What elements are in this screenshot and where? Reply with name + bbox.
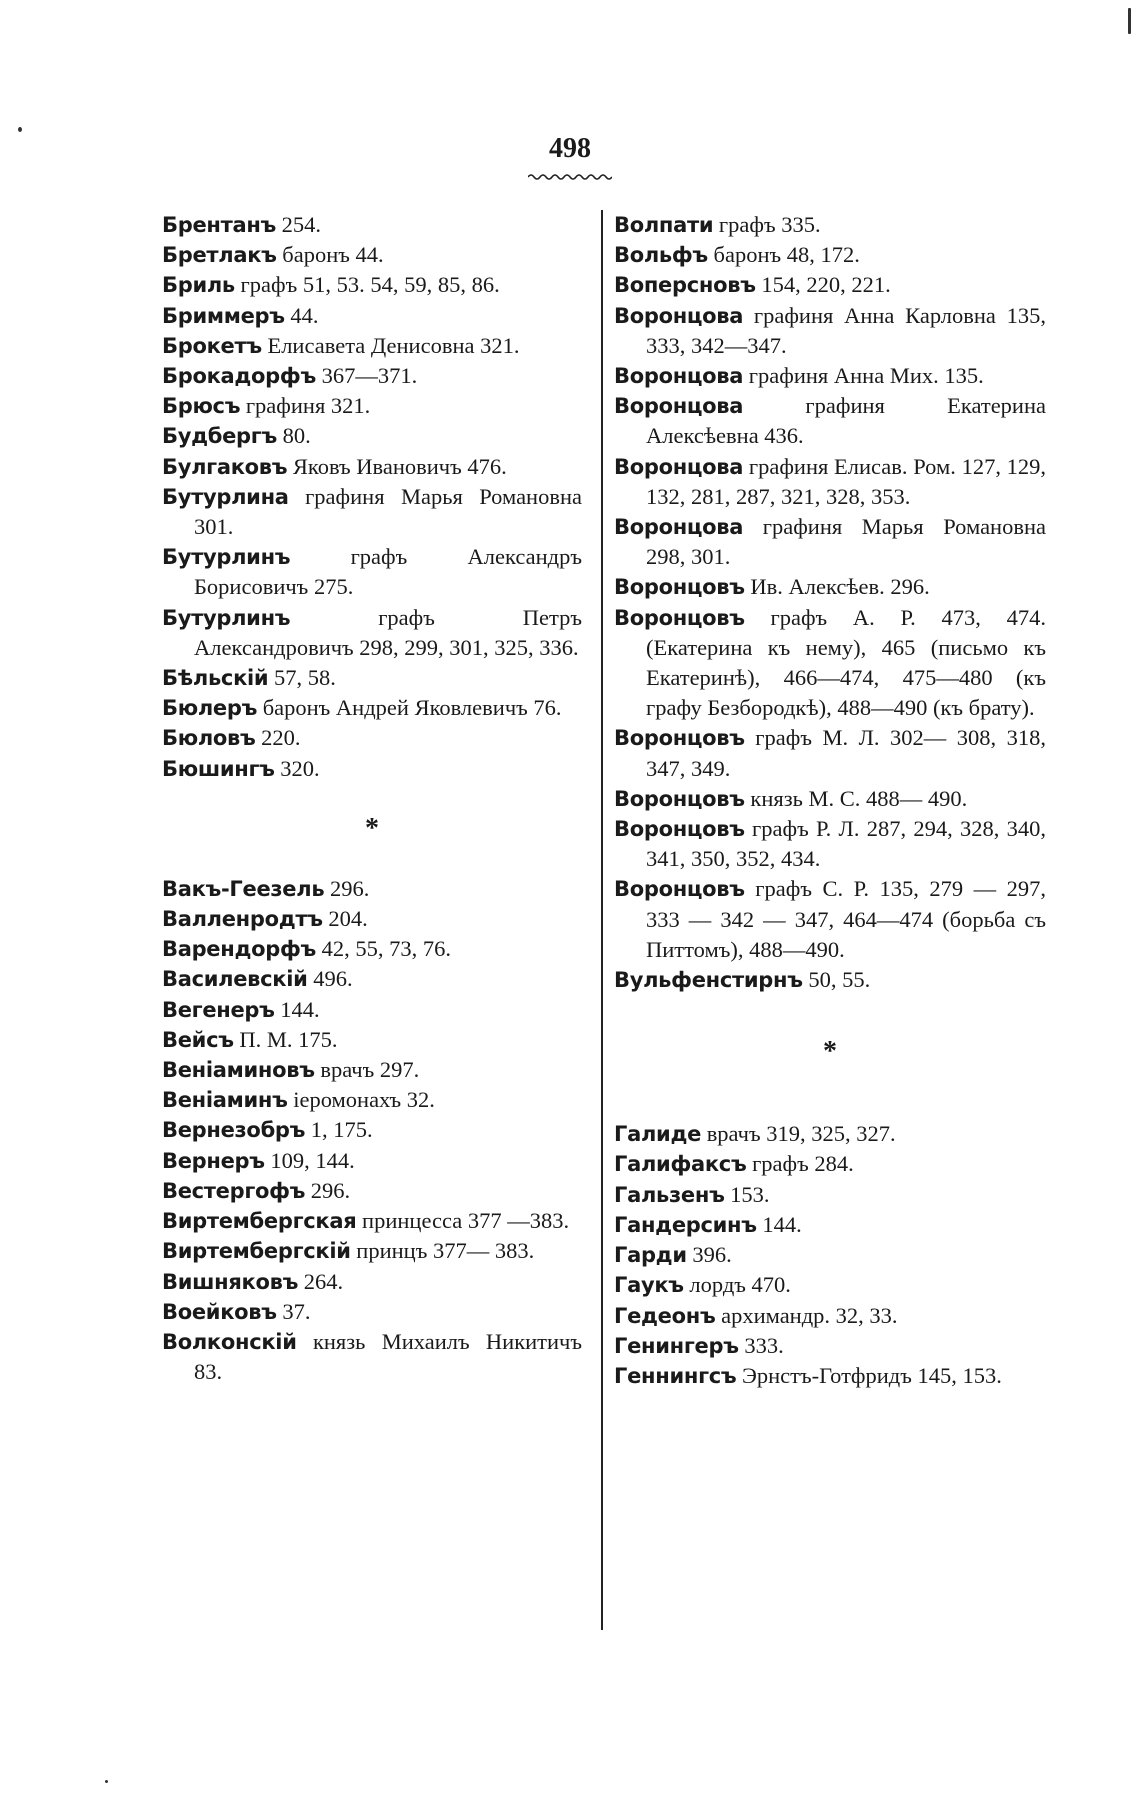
entry-references: принцъ 377— 383. [356,1238,535,1264]
entry-name: Воронцовъ [614,726,745,751]
index-entry [614,723,1046,783]
entry-references: графъ М. Л. 302— 308, 318, 347, 349. [646,725,1047,781]
index-entry [614,210,1046,240]
entry-name: Вегенеръ [162,997,275,1022]
index-entry [614,965,1046,995]
index-entry [614,512,1046,572]
entry-references: 80. [282,423,311,449]
entry-references: 109, 144. [270,1147,355,1173]
index-entry [162,210,582,240]
index-entry [162,934,582,964]
entry-references: 44. [290,302,319,328]
entry-references: графъ 284. [752,1151,854,1177]
entry-references: 254. [281,212,322,237]
column-divider [601,210,603,1630]
entry-references: 296. [329,875,370,901]
print-speck [18,127,22,132]
entry-references: 204. [328,906,368,932]
entry-references: 396. [692,1242,732,1268]
left-column [162,210,582,1387]
index-entry [162,663,582,693]
index-entry [614,1361,1046,1391]
entry-name: Гедеонъ [614,1303,716,1328]
entry-references: 57, 58. [273,665,336,691]
entry-references: 50, 55. [808,967,871,993]
section-separator: * [365,812,379,844]
entry-name: Вольфъ [614,243,708,268]
entry-name: Будбергъ [162,424,277,449]
entry-name: Воейковъ [162,1299,277,1324]
entry-name: Воронцовъ [614,877,745,902]
index-entry [614,1119,1046,1149]
entry-references: 220. [261,725,301,751]
entry-references: баронъ 48, 172. [713,242,860,268]
entry-name: Валленродтъ [162,907,323,932]
entry-name: Вернезобръ [162,1118,306,1143]
index-entry [614,572,1046,602]
entry-name: Бюшингъ [162,756,275,781]
entry-references: 154, 220, 221. [761,272,891,298]
entry-references: архимандр. 32, 33. [721,1302,898,1328]
entry-name: Галиде [614,1122,702,1147]
index-entry [162,1297,582,1327]
entry-references: князь М. С. 488— 490. [750,785,968,811]
entry-references: графиня Марья Романовна 298, 301. [646,514,1046,570]
entry-references: Ив. Алексѣев. 296. [750,574,930,600]
entry-name: Воронцовъ [614,817,745,842]
index-entry [162,1055,582,1085]
wavy-rule [528,172,612,182]
entry-name: Бриль [162,273,235,298]
index-entry [614,603,1046,724]
entry-references: іеромонахъ 32. [293,1087,435,1113]
entry-name: Брокадорфъ [162,364,316,389]
index-entry [162,270,582,300]
entry-name: Бѣльскій [162,666,269,691]
entry-references: баронъ Андрей Яковлевичъ 76. [262,695,562,721]
index-entry [614,1331,1046,1361]
entry-name: Бретлакъ [162,243,277,268]
index-entry [162,1146,582,1176]
entry-name: Вейсъ [162,1027,234,1052]
entry-references: графиня Марья Романовна 301. [194,483,582,540]
entry-references: лордъ 470. [689,1272,791,1298]
entry-name: Воронцова [614,394,744,419]
entry-references: графъ С. Р. 135, 279 — 297, 333 — 342 — 347, 464—474 (борьба съ Питтомъ), 488—490. [646,876,1046,962]
index-entry [614,874,1046,965]
index-entry [162,754,582,784]
entry-name: Гаукъ [614,1273,684,1298]
entry-name: Гарди [614,1243,687,1268]
entry-references: 144. [280,996,320,1022]
index-entry [162,995,582,1025]
index-entry [162,331,582,361]
entry-references: 496. [313,966,353,992]
entry-references: врачъ 297. [320,1057,420,1083]
entry-name: Брюсъ [162,394,241,419]
entry-references: 367—371. [321,363,418,389]
entry-name: Вульфенстирнъ [614,968,803,993]
index-group-b [162,210,582,784]
entry-name: Вакъ-Геезель [162,876,325,901]
index-entry [162,1206,582,1236]
index-entry [162,240,582,270]
entry-name: Бюловъ [162,726,256,751]
index-entry [614,1180,1046,1210]
index-entry [614,784,1046,814]
index-entry [614,240,1046,270]
entry-references: графиня Екатерина Алексѣевна 436. [646,393,1047,449]
index-entry [162,1115,582,1145]
index-entry [614,1270,1046,1300]
entry-references: графъ 335. [718,212,821,237]
index-entry [614,1240,1046,1270]
index-entry [162,301,582,331]
entry-references: принцесса 377 —383. [362,1208,570,1234]
entry-references: 144. [762,1211,802,1237]
entry-references: 296. [310,1177,351,1203]
entry-references: П. М. 175. [239,1026,338,1052]
entry-references: 320. [280,755,320,781]
index-entry [162,1236,582,1266]
entry-name: Воронцова [614,303,744,328]
entry-references: 264. [303,1268,344,1294]
entry-references: графъ 51, 53. 54, 59, 85, 86. [240,272,500,298]
index-entry [162,964,582,994]
entry-name: Волпати [614,213,714,237]
index-entry [162,1085,582,1115]
print-speck [1128,8,1131,34]
entry-references: графиня 321. [245,393,371,419]
index-entry [162,361,582,391]
index-entry [162,723,582,753]
index-entry [162,391,582,421]
entry-references: Эрнстъ-Готфридъ 145, 153. [742,1362,1002,1388]
entry-name: Брентанъ [162,213,277,237]
right-column [614,210,1046,1391]
entry-references: графъ Александръ Борисовичъ 275. [194,544,583,600]
entry-name: Вернеръ [162,1148,265,1173]
index-entry [614,1301,1046,1331]
entry-name: Виртембергская [162,1209,357,1234]
entry-references: графъ Петръ Александровичъ 298, 299, 301, 325, 336. [194,604,582,660]
index-entry [162,482,582,542]
index-entry [162,693,582,723]
entry-name: Бриммеръ [162,303,285,328]
entry-name: Булгаковъ [162,454,288,479]
entry-name: Воронцова [614,515,744,540]
entry-name: Вишняковъ [162,1269,299,1294]
entry-name: Воронцова [614,454,744,479]
index-entry [162,1267,582,1297]
entry-references: графиня Елисав. Ром. 127, 129, 132, 281, 287, 321, 328, 353. [646,453,1047,509]
entry-name: Веніаминъ [162,1088,288,1113]
index-entry [614,391,1046,451]
entry-references: баронъ 44. [282,242,384,268]
entry-name: Вестергофъ [162,1178,306,1203]
entry-references: князь Михаилъ Никитичъ 83. [194,1328,582,1385]
page-number: 498 [549,133,591,164]
index-entry [614,270,1046,300]
entry-references: Елисавета Денисовна 321. [267,332,520,358]
section-separator: * [823,1036,837,1068]
entry-name: Гальзенъ [614,1182,725,1207]
entry-name: Бутурлина [162,484,289,509]
index-entry [614,814,1046,874]
entry-name: Веніаминовъ [162,1058,315,1083]
entry-references: 333. [744,1332,784,1358]
entry-name: Бутурлинъ [162,545,291,570]
entry-name: Бутурлинъ [162,605,291,630]
entry-references: 1, 175. [310,1117,373,1143]
entry-name: Василевскій [162,967,308,992]
index-entry [162,603,582,663]
index-entry [162,452,582,482]
index-entry [162,874,582,904]
index-entry [614,361,1046,391]
index-entry [614,301,1046,361]
index-entry [162,1025,582,1055]
entry-name: Варендорфъ [162,937,316,962]
entry-name: Воперсновъ [614,273,756,298]
print-speck [105,1780,108,1783]
index-entry [162,421,582,451]
index-group-v-cont [614,210,1046,995]
entry-references: 153. [730,1181,770,1207]
entry-references: графиня Анна Карловна 135, 333, 342—347. [646,302,1047,358]
index-entry [162,542,582,602]
entry-name: Галифаксъ [614,1152,747,1177]
entry-name: Волконскій [162,1329,297,1354]
entry-name: Генингеръ [614,1333,739,1358]
index-entry [162,904,582,934]
index-entry [162,1176,582,1206]
entry-name: Брокетъ [162,333,262,358]
entry-name: Воронцовъ [614,786,745,811]
entry-references: графъ Р. Л. 287, 294, 328, 340, 341, 350, 352, 434. [646,816,1047,872]
entry-name: Гандерсинъ [614,1212,757,1237]
index-group-v [162,874,582,1387]
index-entry [614,1210,1046,1240]
entry-references: 37. [282,1298,311,1324]
entry-references: графъ А. Р. 473, 474. (Екатерина къ нему), 465 (письмо къ Екатеринѣ), 466—474, 475—480 (къ графу Безбородкѣ), 488—490 (къ брату). [646,604,1046,721]
entry-name: Бюлеръ [162,696,258,721]
entry-references: 42, 55, 73, 76. [321,936,451,962]
index-group-g [614,1119,1046,1391]
entry-references: графиня Анна Мих. 135. [748,363,984,389]
entry-name: Воронцовъ [614,575,745,600]
entry-name: Воронцова [614,364,744,389]
entry-name: Воронцовъ [614,605,745,630]
index-entry [162,1327,582,1387]
entry-name: Виртембергскій [162,1239,351,1264]
entry-name: Геннингсъ [614,1363,737,1388]
index-entry [614,452,1046,512]
entry-references: врачъ 319, 325, 327. [706,1121,896,1147]
index-entry [614,1149,1046,1179]
entry-references: Яковъ Ивановичъ 476. [292,453,507,479]
